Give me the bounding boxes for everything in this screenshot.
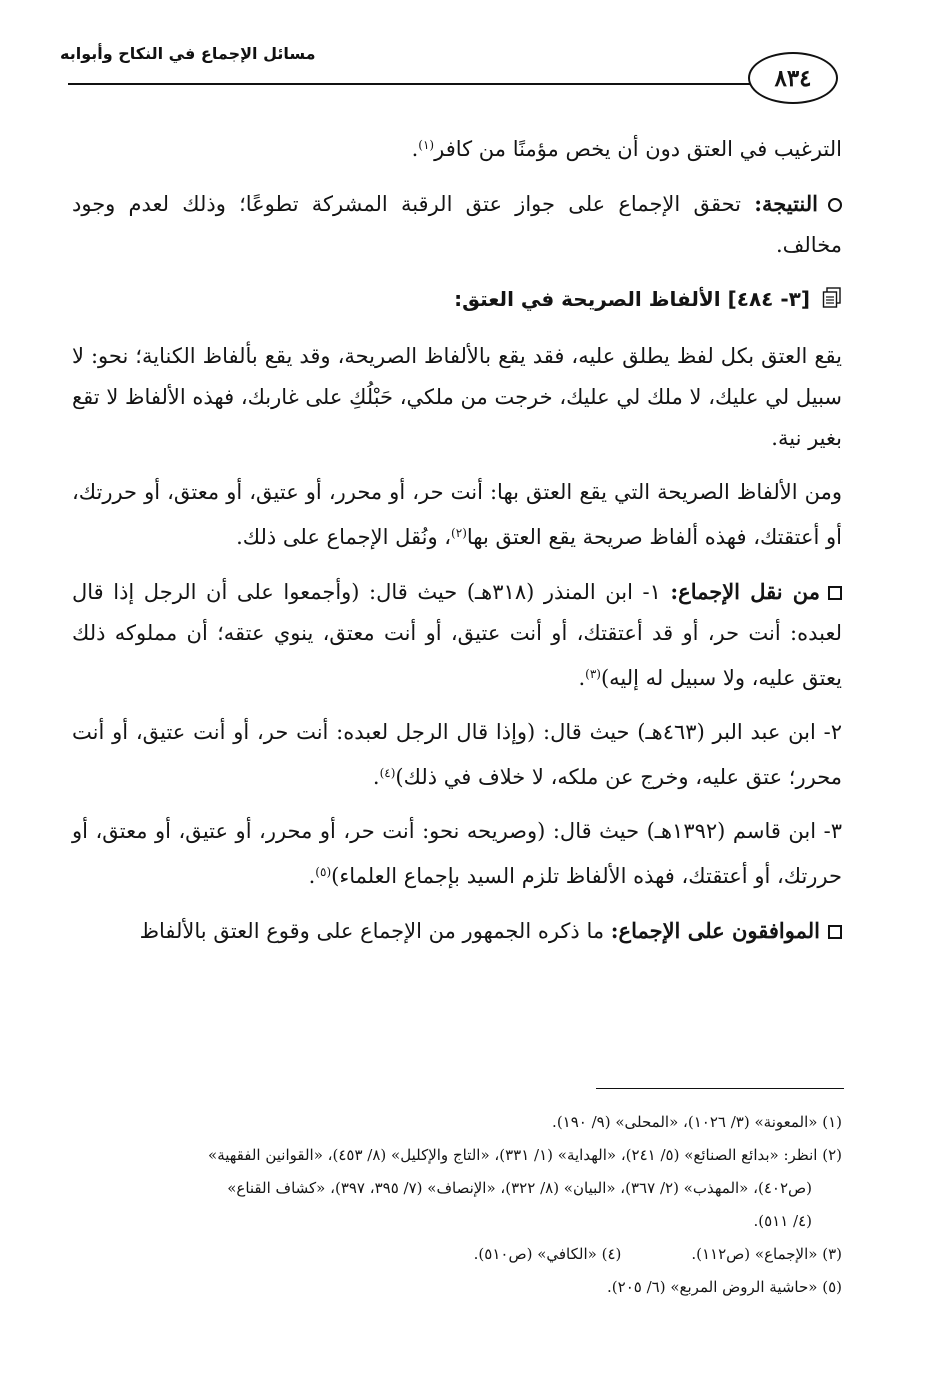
paragraph xyxy=(72,712,842,798)
footnote-continuation: (٤/ ٥١١). xyxy=(753,1212,812,1230)
main-text xyxy=(72,125,842,952)
paragraph xyxy=(72,336,842,459)
paragraph-text: . xyxy=(308,864,316,888)
footnote-ref: (١) xyxy=(418,138,435,152)
footnote-ref: (٥) xyxy=(315,865,332,879)
document-icon xyxy=(822,282,842,323)
square-bullet-icon xyxy=(828,925,842,939)
footnote-ref: (٤) xyxy=(379,766,396,780)
result-label: النتيجة: xyxy=(754,191,818,216)
footnote-ref: (٣) xyxy=(585,667,601,681)
footnotes xyxy=(72,1106,842,1304)
square-bullet-icon xyxy=(828,586,842,600)
footnote-continuation: (ص٤٠٢)، «المهذب» (٢/ ٣٦٧)، «البيان» (٨/ ٣٢٢)، «الإنصاف» (٧/ ٣٩٥، ٣٩٧)، «كشاف القناع» xyxy=(227,1179,812,1197)
agreers-label: الموافقون على الإجماع: xyxy=(610,918,820,943)
paragraph xyxy=(72,571,842,699)
footnote-ref: (٢) xyxy=(451,526,467,540)
footnote-pair xyxy=(72,1238,842,1271)
footnote: (٤) «الكافي» (ص٥١٠). xyxy=(473,1245,622,1263)
result-paragraph xyxy=(72,183,842,266)
footnote: (١) «المعونة» (٣/ ١٠٢٦)، «المحلى» (٩/ ١٩٠). xyxy=(552,1113,842,1131)
paragraph-text: ما ذكره الجمهور من الإجماع على وقوع العتق بالألفاظ xyxy=(139,919,611,943)
paragraph-text: ، ونُقل الإجماع على ذلك. xyxy=(236,525,452,549)
paragraph-text: ٢- ابن عبد البر (٤٦٣هـ) حيث قال: (وإذا قال الرجل لعبده: أنت حر، أو أنت عتيق، أو أنت محرر؛ عتق عليه، وخرج عن ملكه، لا خلاف في ذلك) xyxy=(72,720,842,789)
footnote: (٥) «حاشية الروض المربع» (٦/ ٢٠٥). xyxy=(607,1278,842,1296)
running-title: مسائل الإجماع في النكاح وأبوابه xyxy=(60,44,316,63)
paragraph-text: يقع العتق بكل لفظ يطلق عليه، فقد يقع بالألفاظ الصريحة، وقد يقع بألفاظ الكناية؛ نحو: لا سبيل لي عليك، لا ملك لي عليك، خرجت من ملكي، حَبْلُكِ على غاربك، فهذه الألفاظ لا تقع بغير نية. xyxy=(72,344,842,450)
transmitters-label: من نقل الإجماع: xyxy=(670,579,820,604)
paragraph xyxy=(72,811,842,897)
footnote: (٣) «الإجماع» (ص١١٢). xyxy=(691,1245,842,1263)
paragraph-text: . xyxy=(411,137,419,161)
section-title: [٣- ٤٨٤] الألفاظ الصريحة في العتق: xyxy=(454,287,810,311)
paragraph-text: ٣- ابن قاسم (١٣٩٢هـ) حيث قال: (وصريحه نحو: أنت حر، أو محرر، أو عتيق، أو معتق، أو حررتك، أو أعتقتك، فهذه الألفاظ تلزم السيد بإجماع العلماء) xyxy=(72,819,842,888)
paragraph xyxy=(72,472,842,558)
footnote: (٢) انظر: «بدائع الصنائع» (٥/ ٢٤١)، «الهداية» (١/ ٣٣١)، «التاج والإكليل» (٨/ ٤٥٣)، «القوانين الفقهية» xyxy=(208,1146,842,1164)
page-number: ٨٣٤ xyxy=(748,52,838,104)
paragraph-text: . xyxy=(372,765,380,789)
paragraph-text: . xyxy=(578,666,586,690)
header-rule xyxy=(68,83,768,85)
paragraph-text: ومن الألفاظ الصريحة التي يقع العتق بها: أنت حر، أو محرر، أو عتيق، أو معتق، أو حررتك، أو أعتقتك، فهذه ألفاظ صريحة يقع العتق بها xyxy=(72,480,842,549)
paragraph xyxy=(72,910,842,952)
section-heading xyxy=(72,279,842,323)
footnote-rule xyxy=(596,1088,844,1089)
paragraph xyxy=(72,125,842,170)
paragraph-text: تحقق الإجماع على جواز عتق الرقبة المشركة تطوعًا؛ وذلك لعدم وجود مخالف. xyxy=(72,192,842,257)
paragraph-text: ١- ابن المنذر (٣١٨هـ) حيث قال: (وأجمعوا على أن الرجل إذا قال لعبده: أنت حر، أو قد أعتقتك، أو أنت عتيق، أو أنت معتق، ينوي عتقه؛ أن مملوكه ذلك يعتق عليه، ولا سبيل له إليه) xyxy=(72,580,842,690)
circle-bullet-icon xyxy=(828,198,842,212)
paragraph-text: الترغيب في العتق دون أن يخص مؤمنًا من كافر xyxy=(434,137,842,161)
